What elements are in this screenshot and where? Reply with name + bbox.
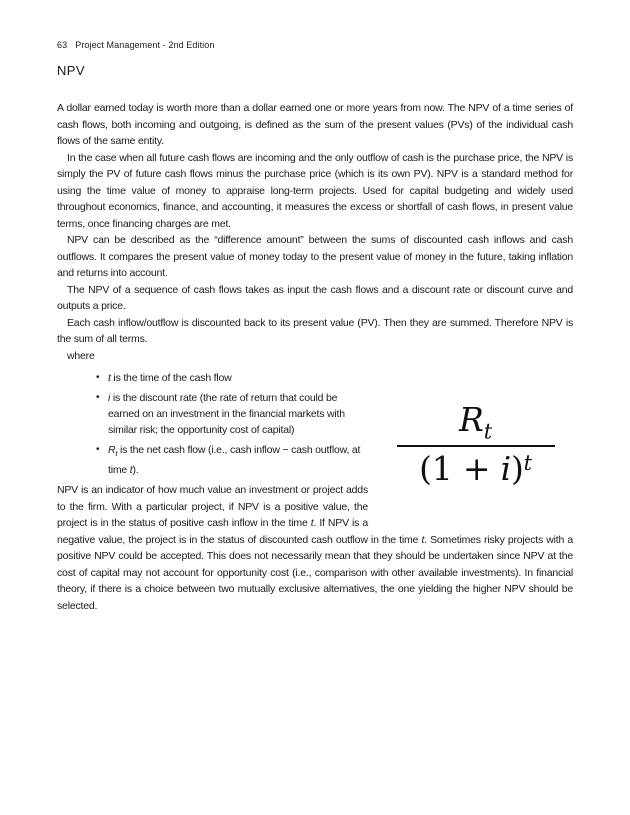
definition-region — [57, 370, 573, 614]
section-heading: NPV — [57, 63, 85, 78]
formula-numerator: $R_t$ — [459, 400, 492, 444]
book-title: Project Management - 2nd Edition — [75, 40, 215, 50]
list-item-time: • t is the time of the cash flow — [96, 370, 573, 386]
paragraph-purchase-price: In the case when all future cash flows are incoming and the only outflow of cash is the purchase price, the NPV is simply the PV of future cash flows minus the purchase price (which is its own PV). NPV is a standard method for using the time value of money to appraise long-term projects. Used for capital budgeting and widely used throughout economics, finance, and accounting, it measures the excess or shortfall of cash flows, in present value terms, once financing charges are met. — [57, 151, 573, 230]
formula-denominator: $(1 + i)^t$ — [419, 448, 532, 488]
body-text — [57, 100, 573, 614]
paragraph-intro: A dollar earned today is worth more than a dollar earned one or more years from now. The NPV of a time series of cash flows, both incoming and outgoing, is defined as the sum of the present values (PVs) of the individual cash flows of the same entity. — [57, 102, 573, 147]
list-item-discount-rate: • i is the discount rate (the rate of return that could be earned on an investment in the financial markets with similar risk; the opportunity cost of capital) — [96, 390, 573, 438]
list-item-net-cash-flow: • $R_t$ is the net cash flow (i.e., cash inflow − cash outflow, at time t). — [96, 442, 573, 478]
running-header — [57, 40, 573, 50]
where-label: where — [67, 349, 95, 362]
page-number: 63 — [57, 40, 68, 50]
paragraph-sequence: The NPV of a sequence of cash flows takes as input the cash flows and a discount rate or discount curve and outputs a price. — [57, 283, 573, 312]
closing-paragraph: NPV is an indicator of how much value an investment or project adds to the firm. With a particular project, if NPV is a positive value, the project is in the status of positive cash inflow in the time t. If NPV is a negative value, the project is in the status of discounted cash outflow in the time t. Sometimes risky projects with a positive NPV could be accepted. This does not necessarily mean that they should be undertaken since NPV at the cost of capital may not account for opportunity cost (i.e., comparison with other available investments). In financial theory, if there is a choice between two mutually exclusive alternatives, the one yielding the higher NPV should be selected. — [57, 484, 573, 612]
paragraph-discounted: Each cash inflow/outflow is discounted back to its present value (PV). Then they are summed. Therefore NPV is the sum of all terms. — [57, 316, 573, 345]
paragraph-difference-amount: NPV can be described as the “difference amount” between the sums of discounted cash inflows and cash outflows. It compares the present value of money today to the present value of money in the future, taking inflation and returns into account. — [57, 234, 573, 279]
